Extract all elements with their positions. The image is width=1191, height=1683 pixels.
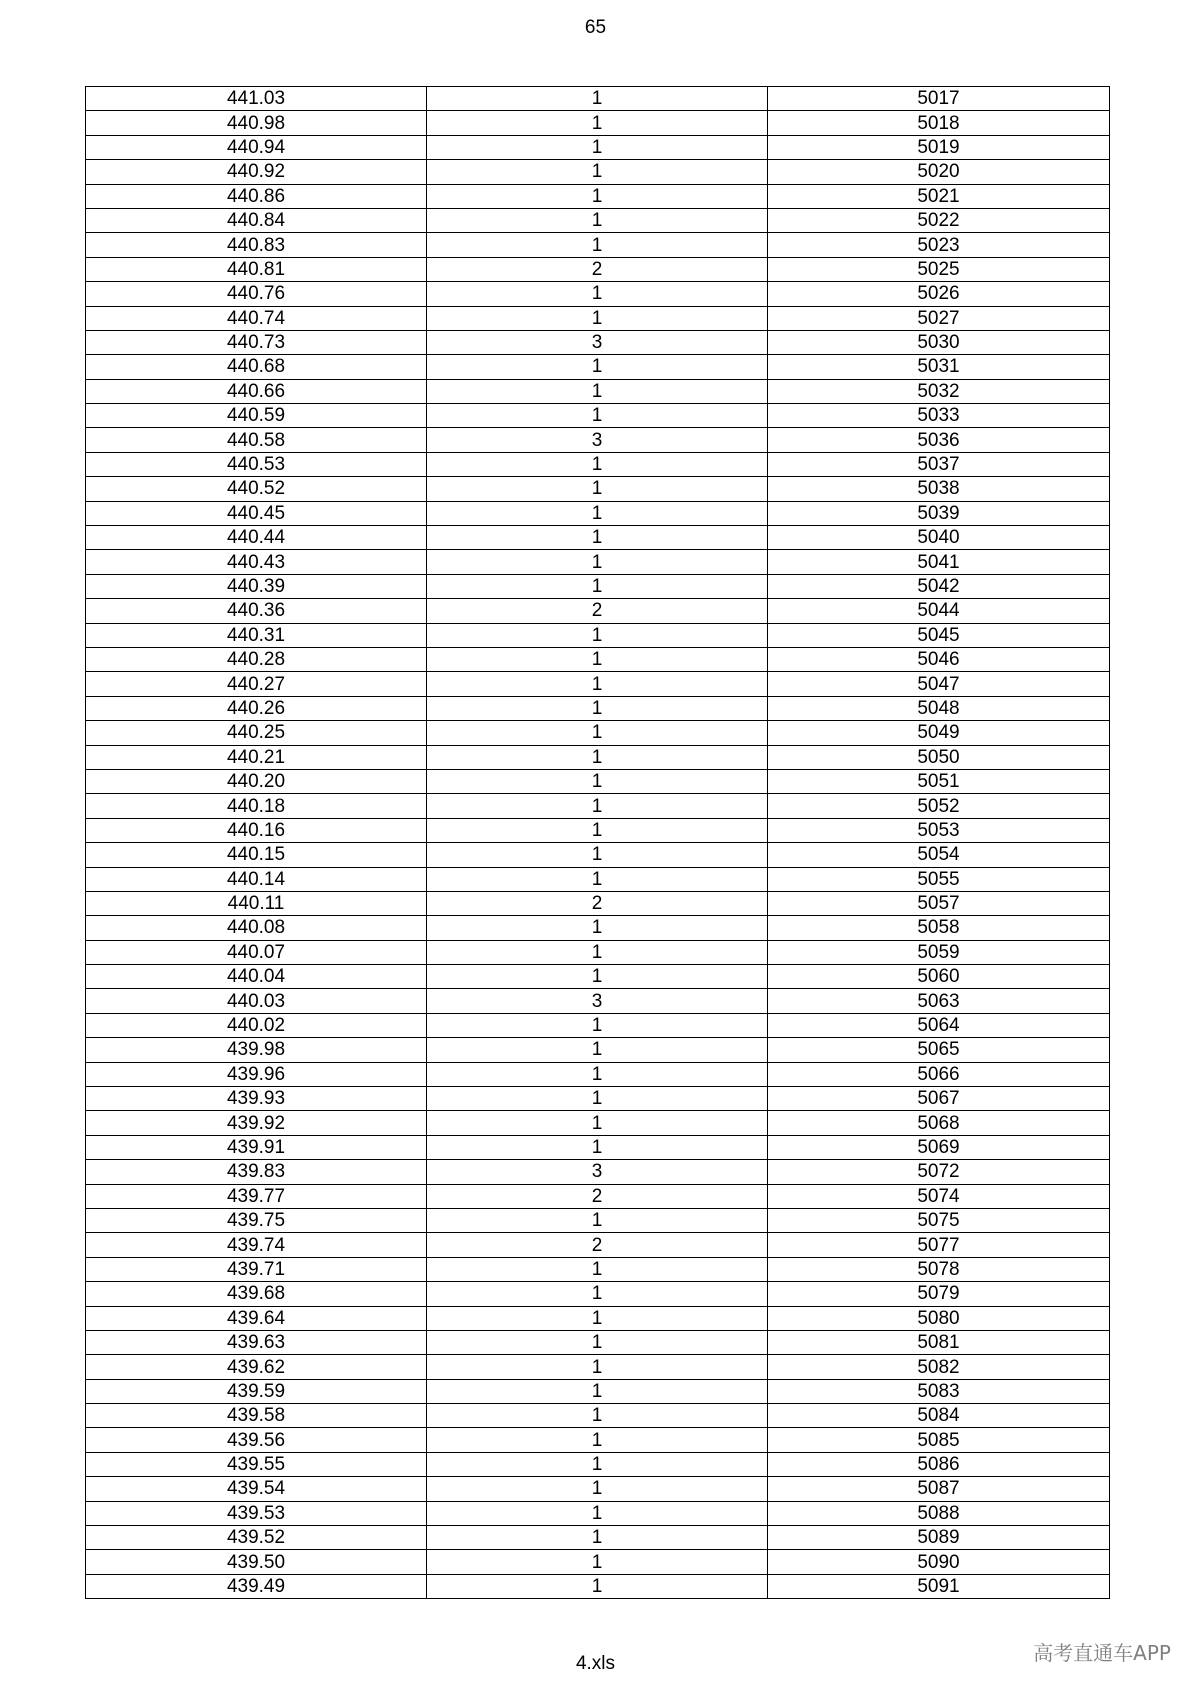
table-body <box>86 87 1110 1599</box>
cell-cumulative: 5059 <box>768 940 1110 964</box>
table-row <box>86 1233 1110 1257</box>
cell-score: 440.28 <box>86 647 427 671</box>
cell-score: 440.86 <box>86 184 427 208</box>
cell-score: 439.52 <box>86 1526 427 1550</box>
cell-count: 1 <box>427 1355 768 1379</box>
cell-count: 1 <box>427 1574 768 1598</box>
cell-count: 1 <box>427 282 768 306</box>
table-row <box>86 1013 1110 1037</box>
cell-score: 440.59 <box>86 404 427 428</box>
cell-cumulative: 5025 <box>768 257 1110 281</box>
cell-cumulative: 5077 <box>768 1233 1110 1257</box>
cell-cumulative: 5063 <box>768 989 1110 1013</box>
cell-count: 1 <box>427 696 768 720</box>
cell-cumulative: 5049 <box>768 721 1110 745</box>
cell-count: 1 <box>427 306 768 330</box>
cell-cumulative: 5088 <box>768 1501 1110 1525</box>
table-row <box>86 184 1110 208</box>
cell-count: 3 <box>427 330 768 354</box>
cell-cumulative: 5019 <box>768 135 1110 159</box>
cell-score: 439.56 <box>86 1428 427 1452</box>
cell-cumulative: 5023 <box>768 233 1110 257</box>
cell-cumulative: 5050 <box>768 745 1110 769</box>
cell-count: 1 <box>427 550 768 574</box>
cell-cumulative: 5017 <box>768 87 1110 111</box>
cell-count: 2 <box>427 1184 768 1208</box>
cell-count: 2 <box>427 599 768 623</box>
table-row <box>86 160 1110 184</box>
cell-score: 440.08 <box>86 916 427 940</box>
cell-cumulative: 5047 <box>768 672 1110 696</box>
cell-cumulative: 5032 <box>768 379 1110 403</box>
cell-cumulative: 5082 <box>768 1355 1110 1379</box>
cell-cumulative: 5054 <box>768 843 1110 867</box>
cell-score: 439.49 <box>86 1574 427 1598</box>
table-row <box>86 891 1110 915</box>
cell-score: 440.94 <box>86 135 427 159</box>
cell-count: 1 <box>427 111 768 135</box>
cell-score: 440.20 <box>86 769 427 793</box>
cell-score: 439.71 <box>86 1257 427 1281</box>
table-row <box>86 794 1110 818</box>
cell-score: 439.63 <box>86 1330 427 1354</box>
cell-score: 440.98 <box>86 111 427 135</box>
cell-cumulative: 5089 <box>768 1526 1110 1550</box>
cell-count: 1 <box>427 477 768 501</box>
cell-score: 439.54 <box>86 1477 427 1501</box>
table-row <box>86 721 1110 745</box>
footer-filename: 4.xls <box>575 1653 616 1674</box>
cell-count: 1 <box>427 1330 768 1354</box>
cell-count: 1 <box>427 233 768 257</box>
cell-count: 1 <box>427 1038 768 1062</box>
cell-count: 1 <box>427 647 768 671</box>
table-row <box>86 1355 1110 1379</box>
table-row <box>86 1062 1110 1086</box>
cell-score: 440.45 <box>86 501 427 525</box>
cell-score: 440.15 <box>86 843 427 867</box>
cell-cumulative: 5083 <box>768 1379 1110 1403</box>
cell-score: 439.55 <box>86 1452 427 1476</box>
cell-score: 440.66 <box>86 379 427 403</box>
table-row <box>86 1550 1110 1574</box>
cell-score: 440.58 <box>86 428 427 452</box>
cell-count: 1 <box>427 379 768 403</box>
cell-score: 440.68 <box>86 355 427 379</box>
cell-score: 440.14 <box>86 867 427 891</box>
table-row <box>86 1135 1110 1159</box>
cell-score: 440.11 <box>86 891 427 915</box>
table-row <box>86 550 1110 574</box>
table-row <box>86 501 1110 525</box>
table-row <box>86 623 1110 647</box>
cell-count: 1 <box>427 916 768 940</box>
table-row <box>86 769 1110 793</box>
cell-cumulative: 5058 <box>768 916 1110 940</box>
cell-count: 1 <box>427 1282 768 1306</box>
cell-cumulative: 5042 <box>768 574 1110 598</box>
table-row <box>86 1526 1110 1550</box>
table-row <box>86 526 1110 550</box>
table-row <box>86 1282 1110 1306</box>
cell-score: 440.76 <box>86 282 427 306</box>
table-row <box>86 647 1110 671</box>
cell-count: 1 <box>427 1087 768 1111</box>
cell-count: 1 <box>427 769 768 793</box>
cell-cumulative: 5069 <box>768 1135 1110 1159</box>
table-row <box>86 1428 1110 1452</box>
cell-count: 3 <box>427 428 768 452</box>
table-row <box>86 428 1110 452</box>
table-row <box>86 1160 1110 1184</box>
cell-cumulative: 5030 <box>768 330 1110 354</box>
cell-cumulative: 5091 <box>768 1574 1110 1598</box>
cell-cumulative: 5066 <box>768 1062 1110 1086</box>
cell-cumulative: 5040 <box>768 526 1110 550</box>
cell-count: 1 <box>427 1404 768 1428</box>
cell-cumulative: 5079 <box>768 1282 1110 1306</box>
table-row <box>86 208 1110 232</box>
cell-score: 440.02 <box>86 1013 427 1037</box>
table-row <box>86 1306 1110 1330</box>
table-row <box>86 306 1110 330</box>
cell-count: 1 <box>427 721 768 745</box>
table-row <box>86 233 1110 257</box>
cell-cumulative: 5078 <box>768 1257 1110 1281</box>
cell-cumulative: 5064 <box>768 1013 1110 1037</box>
cell-count: 3 <box>427 989 768 1013</box>
cell-cumulative: 5039 <box>768 501 1110 525</box>
cell-count: 2 <box>427 257 768 281</box>
table-row <box>86 282 1110 306</box>
cell-cumulative: 5067 <box>768 1087 1110 1111</box>
score-table <box>85 86 1110 1599</box>
cell-score: 440.03 <box>86 989 427 1013</box>
cell-score: 439.58 <box>86 1404 427 1428</box>
cell-score: 439.59 <box>86 1379 427 1403</box>
cell-count: 1 <box>427 672 768 696</box>
cell-cumulative: 5084 <box>768 1404 1110 1428</box>
table-row <box>86 989 1110 1013</box>
cell-count: 1 <box>427 452 768 476</box>
cell-count: 2 <box>427 1233 768 1257</box>
cell-score: 440.21 <box>86 745 427 769</box>
cell-cumulative: 5055 <box>768 867 1110 891</box>
cell-cumulative: 5080 <box>768 1306 1110 1330</box>
cell-cumulative: 5085 <box>768 1428 1110 1452</box>
cell-count: 1 <box>427 1526 768 1550</box>
cell-score: 440.92 <box>86 160 427 184</box>
cell-cumulative: 5060 <box>768 965 1110 989</box>
cell-score: 440.36 <box>86 599 427 623</box>
table-row <box>86 452 1110 476</box>
cell-score: 440.07 <box>86 940 427 964</box>
cell-cumulative: 5044 <box>768 599 1110 623</box>
cell-count: 1 <box>427 160 768 184</box>
cell-count: 1 <box>427 623 768 647</box>
watermark: 高考直通车APP <box>1033 1641 1171 1665</box>
table-row <box>86 574 1110 598</box>
cell-cumulative: 5086 <box>768 1452 1110 1476</box>
table-row <box>86 867 1110 891</box>
cell-score: 440.18 <box>86 794 427 818</box>
cell-count: 1 <box>427 1306 768 1330</box>
cell-count: 1 <box>427 1062 768 1086</box>
cell-cumulative: 5041 <box>768 550 1110 574</box>
cell-score: 440.43 <box>86 550 427 574</box>
cell-cumulative: 5031 <box>768 355 1110 379</box>
table-row <box>86 672 1110 696</box>
cell-cumulative: 5020 <box>768 160 1110 184</box>
table-row <box>86 1038 1110 1062</box>
cell-cumulative: 5053 <box>768 818 1110 842</box>
cell-count: 1 <box>427 843 768 867</box>
cell-cumulative: 5075 <box>768 1208 1110 1232</box>
cell-score: 439.50 <box>86 1550 427 1574</box>
cell-cumulative: 5081 <box>768 1330 1110 1354</box>
cell-cumulative: 5018 <box>768 111 1110 135</box>
cell-count: 1 <box>427 794 768 818</box>
table-row <box>86 111 1110 135</box>
cell-count: 2 <box>427 891 768 915</box>
table-row <box>86 1404 1110 1428</box>
table-row <box>86 1257 1110 1281</box>
table-row <box>86 818 1110 842</box>
cell-cumulative: 5037 <box>768 452 1110 476</box>
cell-count: 1 <box>427 501 768 525</box>
cell-score: 439.92 <box>86 1111 427 1135</box>
cell-count: 3 <box>427 1160 768 1184</box>
table-row <box>86 599 1110 623</box>
cell-count: 1 <box>427 965 768 989</box>
cell-count: 1 <box>427 1208 768 1232</box>
cell-score: 439.64 <box>86 1306 427 1330</box>
cell-score: 440.04 <box>86 965 427 989</box>
cell-count: 1 <box>427 1428 768 1452</box>
table-row <box>86 257 1110 281</box>
cell-score: 441.03 <box>86 87 427 111</box>
cell-count: 1 <box>427 184 768 208</box>
cell-score: 440.83 <box>86 233 427 257</box>
cell-cumulative: 5038 <box>768 477 1110 501</box>
cell-count: 1 <box>427 208 768 232</box>
cell-score: 439.98 <box>86 1038 427 1062</box>
cell-score: 439.74 <box>86 1233 427 1257</box>
cell-cumulative: 5072 <box>768 1160 1110 1184</box>
cell-cumulative: 5045 <box>768 623 1110 647</box>
cell-score: 440.27 <box>86 672 427 696</box>
cell-count: 1 <box>427 1111 768 1135</box>
cell-count: 1 <box>427 745 768 769</box>
cell-cumulative: 5021 <box>768 184 1110 208</box>
cell-count: 1 <box>427 1550 768 1574</box>
cell-cumulative: 5074 <box>768 1184 1110 1208</box>
table-row <box>86 1330 1110 1354</box>
table-row <box>86 696 1110 720</box>
cell-cumulative: 5036 <box>768 428 1110 452</box>
cell-cumulative: 5065 <box>768 1038 1110 1062</box>
cell-count: 1 <box>427 1257 768 1281</box>
cell-count: 1 <box>427 87 768 111</box>
table-row <box>86 916 1110 940</box>
cell-cumulative: 5057 <box>768 891 1110 915</box>
cell-cumulative: 5027 <box>768 306 1110 330</box>
cell-count: 1 <box>427 1135 768 1159</box>
cell-count: 1 <box>427 1013 768 1037</box>
table-row <box>86 1574 1110 1598</box>
cell-score: 439.91 <box>86 1135 427 1159</box>
cell-count: 1 <box>427 940 768 964</box>
table-row <box>86 1087 1110 1111</box>
cell-score: 439.68 <box>86 1282 427 1306</box>
cell-score: 440.73 <box>86 330 427 354</box>
cell-score: 440.44 <box>86 526 427 550</box>
table-row <box>86 1111 1110 1135</box>
cell-score: 440.31 <box>86 623 427 647</box>
cell-cumulative: 5068 <box>768 1111 1110 1135</box>
cell-score: 440.16 <box>86 818 427 842</box>
table-row <box>86 135 1110 159</box>
table-row <box>86 965 1110 989</box>
cell-count: 1 <box>427 526 768 550</box>
cell-cumulative: 5090 <box>768 1550 1110 1574</box>
cell-cumulative: 5046 <box>768 647 1110 671</box>
table-row <box>86 477 1110 501</box>
cell-count: 1 <box>427 818 768 842</box>
cell-score: 440.81 <box>86 257 427 281</box>
cell-score: 440.74 <box>86 306 427 330</box>
cell-count: 1 <box>427 404 768 428</box>
cell-score: 440.39 <box>86 574 427 598</box>
table-row <box>86 843 1110 867</box>
cell-cumulative: 5033 <box>768 404 1110 428</box>
cell-count: 1 <box>427 867 768 891</box>
cell-cumulative: 5026 <box>768 282 1110 306</box>
cell-score: 439.75 <box>86 1208 427 1232</box>
table-row <box>86 330 1110 354</box>
cell-score: 440.26 <box>86 696 427 720</box>
table-row <box>86 1184 1110 1208</box>
table-row <box>86 1208 1110 1232</box>
table-row <box>86 379 1110 403</box>
table-row <box>86 87 1110 111</box>
cell-score: 439.53 <box>86 1501 427 1525</box>
cell-cumulative: 5022 <box>768 208 1110 232</box>
cell-cumulative: 5087 <box>768 1477 1110 1501</box>
table-row <box>86 940 1110 964</box>
page-number: 65 <box>584 17 607 38</box>
cell-count: 1 <box>427 574 768 598</box>
cell-score: 440.84 <box>86 208 427 232</box>
cell-score: 439.83 <box>86 1160 427 1184</box>
table-row <box>86 1477 1110 1501</box>
cell-count: 1 <box>427 355 768 379</box>
cell-score: 439.62 <box>86 1355 427 1379</box>
cell-cumulative: 5048 <box>768 696 1110 720</box>
cell-count: 1 <box>427 1501 768 1525</box>
cell-score: 440.52 <box>86 477 427 501</box>
cell-score: 440.25 <box>86 721 427 745</box>
table-row <box>86 745 1110 769</box>
table-row <box>86 404 1110 428</box>
cell-count: 1 <box>427 135 768 159</box>
cell-count: 1 <box>427 1452 768 1476</box>
table-row <box>86 1501 1110 1525</box>
table-row <box>86 1379 1110 1403</box>
cell-count: 1 <box>427 1379 768 1403</box>
cell-score: 439.96 <box>86 1062 427 1086</box>
cell-count: 1 <box>427 1477 768 1501</box>
cell-cumulative: 5052 <box>768 794 1110 818</box>
cell-cumulative: 5051 <box>768 769 1110 793</box>
cell-score: 439.93 <box>86 1087 427 1111</box>
table-row <box>86 1452 1110 1476</box>
cell-score: 439.77 <box>86 1184 427 1208</box>
cell-score: 440.53 <box>86 452 427 476</box>
table-row <box>86 355 1110 379</box>
